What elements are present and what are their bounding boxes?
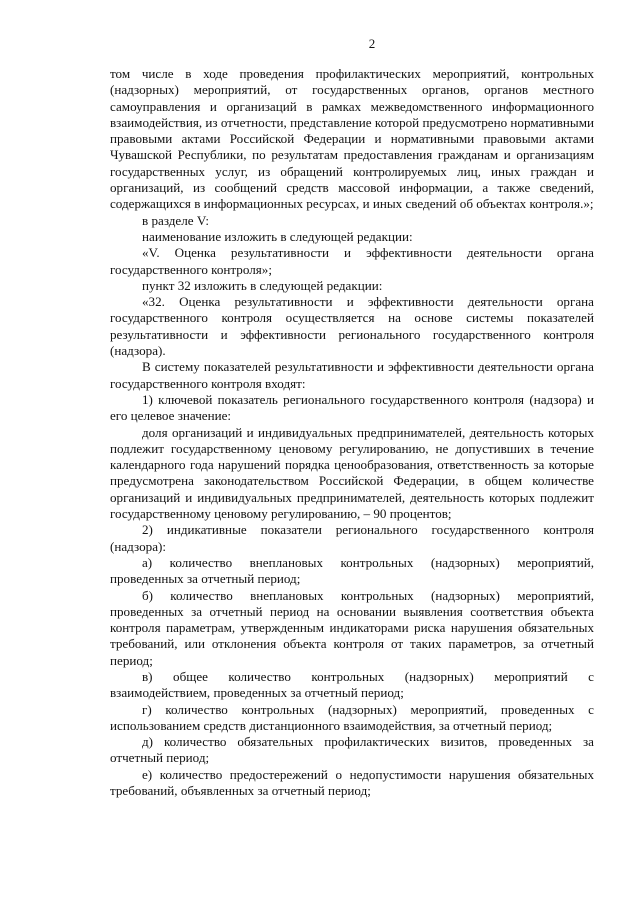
list-item-e: е) количество предостережений о недопустимости нарушения обязательных требований, объявленных за отчетный период;: [110, 766, 594, 799]
list-item-v: в) общее количество контрольных (надзорных) мероприятий с взаимодействием, проведенных за отчетный период;: [110, 668, 594, 701]
list-item-g: г) количество контрольных (надзорных) мероприятий, проведенных с использованием средств дистанционного взаимодействия, за отчетный период;: [110, 701, 594, 733]
paragraph-section-v: в разделе V:: [142, 212, 209, 228]
paragraph-title-change: наименование изложить в следующей редакции:: [142, 228, 413, 244]
paragraph-item-32: «32. Оценка результативности и эффективности деятельности органа государственного контроля осуществляется на основе системы показателей результативности и эффективности регионального государственного контроля (надзора).: [110, 294, 594, 359]
paragraph-continuation: том числе в ходе проведения профилактических мероприятий, контрольных (надзорных) мероприятий, от государственных органов, органов местного самоуправления и организаций в рамках межведомственного информационного взаимодействия, из отчетности, представление которой предусмотрено нормативными правовыми актами Российской Федерации и нормативными правовыми актами Чувашской Республики, по результатам предоставления гражданам и организациям государственных услуг, из обращений контролируемых лиц, иных граждан и организаций, из сообщений средств массовой информации, а также сведений, содержащихся в информационных ресурсах, и иных сведений об объектах контроля.»;: [110, 66, 594, 212]
paragraph-indicative-indicators: 2) индикативные показатели регионального государственного контроля (надзора):: [110, 522, 594, 554]
paragraph-section-title: «V. Оценка результативности и эффективности деятельности органа государственного контроля»;: [110, 245, 594, 277]
list-item-a: а) количество внеплановых контрольных (надзорных) мероприятий, проведенных за отчетный период;: [110, 554, 594, 587]
list-item-b: б) количество внеплановых контрольных (надзорных) мероприятий, проведенных за отчетный период на основании выявления соответствия объекта контроля параметрам, утвержденным индикаторами риска нарушения обязательных требований, или отклонения объекта контроля от таких параметров, за отчетный период;: [110, 587, 594, 668]
page-number: 2: [368, 36, 376, 51]
paragraph-key-indicator-value: доля организаций и индивидуальных предпринимателей, деятельность которых подлежит государственному ценовому регулированию, не допустивших в течение календарного года нарушений порядка ценообразования, ответственность за которые предусмотрена законодательством Российской Федерации, в общем количестве организаций и индивидуальных предпринимателей, деятельность которых подлежит государственному ценовому регулированию, – 90 процентов;: [110, 424, 594, 522]
paragraph-item-32-intro: пункт 32 изложить в следующей редакции:: [142, 277, 383, 293]
paragraph-key-indicator: 1) ключевой показатель регионального государственного контроля (надзора) и его целевое значение:: [110, 391, 594, 424]
list-item-d: д) количество обязательных профилактических визитов, проведенных за отчетный период;: [110, 734, 594, 766]
paragraph-indicators-intro: В систему показателей результативности и эффективности деятельности органа государственного контроля входят:: [110, 359, 594, 391]
document-body: [110, 66, 594, 799]
